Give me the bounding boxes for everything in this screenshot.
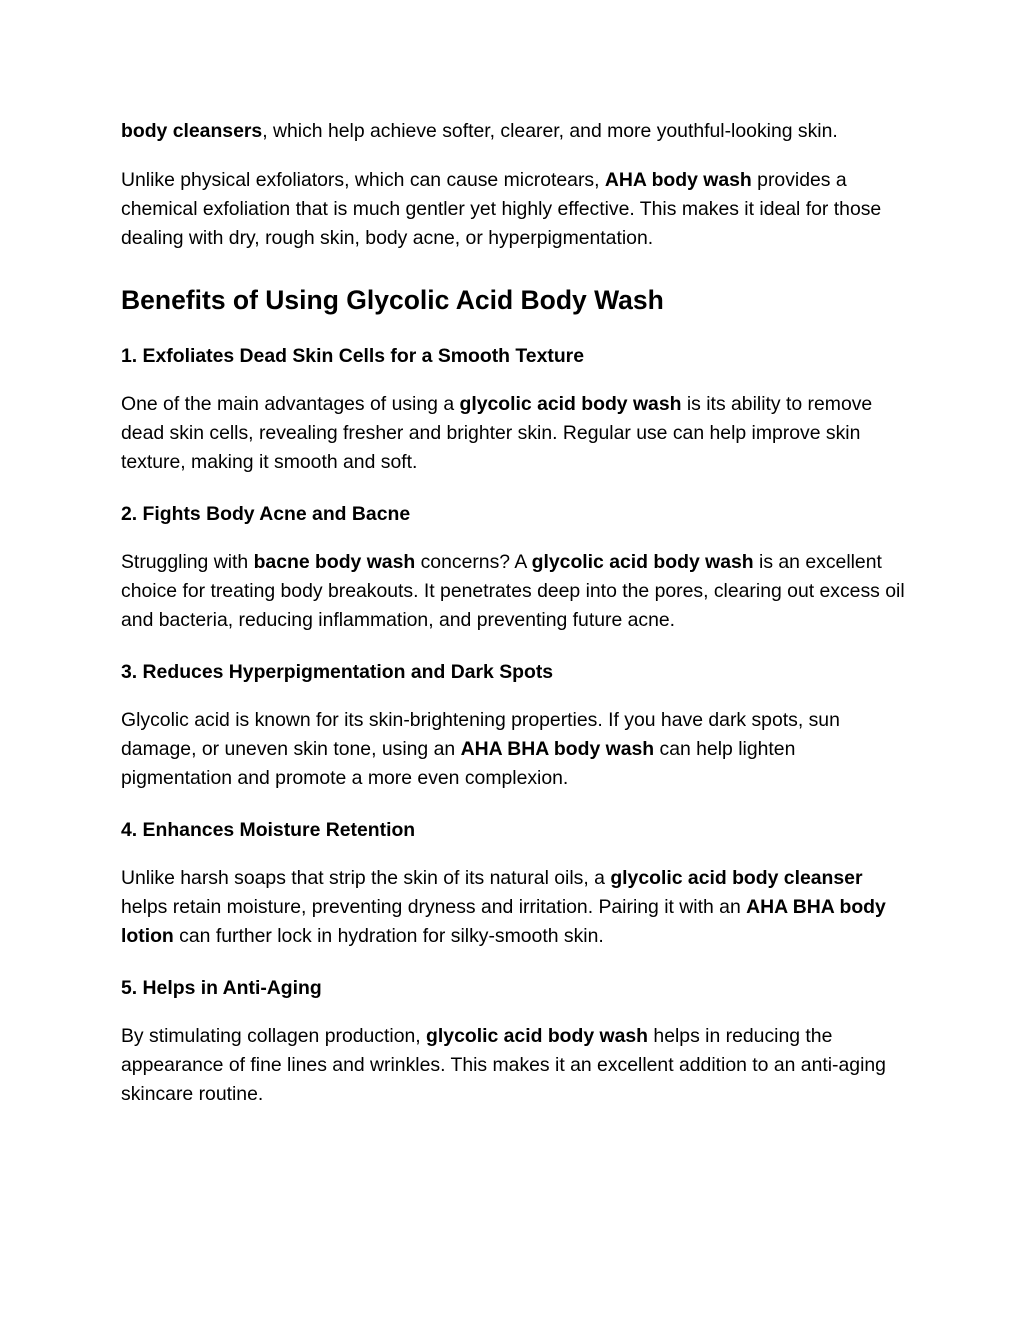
bold-term: glycolic acid body wash — [531, 551, 754, 573]
benefit-paragraph-1 — [121, 390, 911, 477]
paragraph-text: , which help achieve softer, clearer, and more youthful-looking skin. — [262, 120, 838, 142]
benefit-heading-5: 5. Helps in Anti-Aging — [121, 977, 322, 999]
paragraph-text: By stimulating collagen production, — [121, 1025, 427, 1047]
paragraph-text: provides a chemical exfoliation that is much gentler yet highly effective. This makes it ideal for those dealing with dry, rough skin, body acne, or hyperpigmentation. — [121, 169, 882, 249]
paragraph-text: helps retain moisture, preventing dryness and irritation. Pairing it with an — [121, 896, 747, 918]
paragraph-text: helps in reducing the appearance of fine lines and wrinkles. This makes it an excellent addition to an anti-aging skincare routine. — [121, 1025, 886, 1105]
paragraph-text: Unlike physical exfoliators, which can cause microtears, — [121, 169, 605, 191]
bold-term: glycolic acid body wash — [459, 393, 682, 415]
paragraph-text: Struggling with — [121, 551, 254, 573]
section-title: Benefits of Using Glycolic Acid Body Wash — [121, 285, 664, 315]
bold-term: AHA BHA body wash — [460, 738, 655, 760]
paragraph-text: Unlike harsh soaps that strip the skin of its natural oils, a — [121, 867, 611, 889]
benefit-paragraph-4 — [121, 864, 911, 951]
benefit-paragraph-3 — [121, 706, 911, 793]
paragraph-text: can help lighten pigmentation and promote a more even complexion. — [121, 738, 796, 789]
bold-term: glycolic acid body wash — [426, 1025, 649, 1047]
benefit-heading-3: 3. Reduces Hyperpigmentation and Dark Spots — [121, 661, 554, 683]
bold-term: body cleansers — [121, 120, 263, 142]
benefit-paragraph-2 — [121, 548, 911, 635]
intro-paragraph-1 — [121, 117, 911, 146]
benefit-heading-4: 4. Enhances Moisture Retention — [121, 819, 416, 841]
document-page — [121, 117, 911, 1109]
benefit-heading-2: 2. Fights Body Acne and Bacne — [121, 503, 411, 525]
benefit-heading-1: 1. Exfoliates Dead Skin Cells for a Smooth Texture — [121, 345, 584, 367]
benefit-paragraph-5 — [121, 1022, 911, 1109]
paragraph-text: concerns? A — [415, 551, 532, 573]
paragraph-text: is its ability to remove dead skin cells, revealing fresher and brighter skin. Regular use can help improve skin texture, making it smooth and soft. — [121, 393, 873, 473]
paragraph-text: One of the main advantages of using a — [121, 393, 460, 415]
paragraph-text: is an excellent choice for treating body breakouts. It penetrates deep into the pores, clearing out excess oil and bacteria, reducing inflammation, and preventing future acne. — [121, 551, 905, 631]
bold-term: AHA body wash — [604, 169, 752, 191]
paragraph-text: can further lock in hydration for silky-smooth skin. — [173, 925, 604, 947]
bold-term: AHA BHA body lotion — [121, 896, 886, 947]
intro-paragraph-2 — [121, 166, 911, 253]
bold-term: glycolic acid body cleanser — [610, 867, 863, 889]
paragraph-text: Glycolic acid is known for its skin-brightening properties. If you have dark spots, sun damage, or uneven skin tone, using an — [121, 709, 840, 760]
bold-term: bacne body wash — [253, 551, 416, 573]
